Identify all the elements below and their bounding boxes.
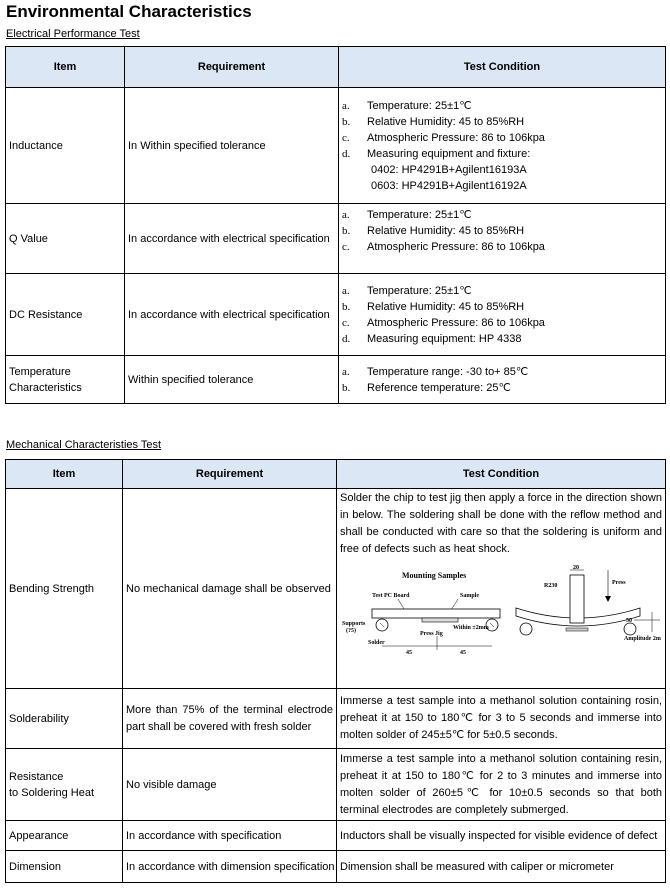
condition-cell xyxy=(339,274,666,356)
header-requirement: Requirement xyxy=(125,47,339,88)
list-item: a. Temperature: 25±1℃ xyxy=(342,208,472,221)
header-test-condition: Test Condition xyxy=(339,47,666,88)
requirement-cell: More than 75% of the terminal electrode part shall be covered with fresh solder xyxy=(123,689,337,749)
fixture-line: 0603: HP4291B+Agilent16192A xyxy=(371,179,527,192)
item-cell: Temperature Characteristics xyxy=(6,356,125,404)
diagram-label: 45 xyxy=(406,650,412,656)
condition-cell: Dimension shall be measured with caliper or micrometer xyxy=(337,851,666,883)
list-item: d. Measuring equipment and fixture: xyxy=(342,147,531,160)
diagram-title: Mounting Samples xyxy=(402,571,467,580)
list-item: c. Atmospheric Pressure: 86 to 106kpa xyxy=(342,240,545,253)
page-title: Environmental Characteristics xyxy=(6,2,252,21)
press-arrow-head xyxy=(605,596,611,602)
condition-cell: Immerse a test sample into a methanol solution containing rosin, preheat it at 150 to 180℃ for 3 to 5 seconds and immerse into molten solder of 245±5℃ for 5±0.5 seconds. xyxy=(337,689,666,749)
electrical-table xyxy=(5,46,666,404)
table-row xyxy=(6,851,666,883)
condition-cell: Immerse a test sample into a methanol solution containing resin, preheat it at 150 to 180℃ for 2 to 3 minutes and immerse into molten solder of 260±5℃ for 10±0.5 seconds so that both terminal electrodes are completely submerged. xyxy=(337,749,666,821)
list-item: c. Atmospheric Pressure: 86 to 106kpa xyxy=(342,316,545,329)
table-row xyxy=(6,356,666,404)
header-item: Item xyxy=(6,460,123,489)
list-item: a. Temperature range: -30 to+ 85℃ xyxy=(342,365,529,378)
list-item: c. Atmospheric Pressure: 86 to 106kpa xyxy=(342,131,545,144)
diagram-label: Supports xyxy=(342,621,366,627)
requirement-cell: No mechanical damage shall be observed xyxy=(123,489,337,689)
diagram-label: Solder xyxy=(368,640,385,646)
diagram-label: Sample xyxy=(460,593,480,599)
header-test-condition: Test Condition xyxy=(337,460,666,489)
condition-cell xyxy=(339,88,666,204)
table-row xyxy=(6,489,666,689)
requirement-cell: In accordance with electrical specification xyxy=(125,204,339,274)
condition-cell: Inductors shall be visually inspected for visible evidence of defect xyxy=(337,821,666,851)
table-row xyxy=(6,821,666,851)
table-row xyxy=(6,689,666,749)
condition-cell xyxy=(339,356,666,404)
bending-test-diagram xyxy=(340,562,662,662)
condition-cell xyxy=(339,204,666,274)
requirement-cell: In Within specified tolerance xyxy=(125,88,339,204)
diagram-label: Press xyxy=(612,580,626,586)
table-row xyxy=(6,749,666,821)
requirement-cell: No visible damage xyxy=(123,749,337,821)
requirement-cell: In accordance with electrical specification xyxy=(125,274,339,356)
list-item: b. Relative Humidity: 45 to 85%RH xyxy=(342,300,525,313)
item-cell: Dimension xyxy=(6,851,123,883)
diagram-label: 20 xyxy=(573,565,579,571)
list-item: a. Temperature: 25±1℃ xyxy=(342,284,472,297)
requirement-cell: In accordance with dimension specification xyxy=(123,851,337,883)
leader-line xyxy=(398,599,404,609)
support-shape xyxy=(520,623,532,635)
item-cell: Q Value xyxy=(6,204,125,274)
diagram-label: 50 xyxy=(626,618,632,624)
requirement-cell: In accordance with specification xyxy=(123,821,337,851)
support-shape xyxy=(624,623,636,635)
diagram-label: Amplitude 2m xyxy=(624,636,661,642)
item-cell: Appearance xyxy=(6,821,123,851)
table-row xyxy=(6,204,666,274)
press-jig-shape xyxy=(570,575,584,623)
condition-text: Solder the chip to test jig then apply a force in the direction shown in below. The soldering shall be done with the reflow method and shall be conducted with care so that the soldering is uniform and free of defects such as heat shock. xyxy=(340,492,662,555)
header-requirement: Requirement xyxy=(123,460,337,489)
table-row xyxy=(6,88,666,204)
header-item: Item xyxy=(6,47,125,88)
item-cell: Bending Strength xyxy=(6,489,123,689)
mechanical-section-heading: Mechanical Characteristies Test xyxy=(6,439,162,451)
table-header-row xyxy=(6,460,666,489)
table-header-row xyxy=(6,47,666,88)
table-row xyxy=(6,274,666,356)
diagram-label: Within ±2mm xyxy=(453,625,489,631)
diagram-label: 45 xyxy=(460,650,466,656)
electrical-section-heading: Electrical Performance Test xyxy=(6,28,140,40)
condition-cell xyxy=(337,489,666,689)
diagram-label: R230 xyxy=(544,583,558,589)
list-item: b. Reference temperature: 25℃ xyxy=(342,381,511,394)
diagram-label: Press Jig xyxy=(420,631,443,637)
diagram-label: (?5) xyxy=(346,628,356,634)
fixture-line: 0402: HP4291B+Agilent16193A xyxy=(371,163,527,176)
pc-board-shape xyxy=(372,609,500,618)
requirement-cell: Within specified tolerance xyxy=(125,356,339,404)
item-cell: Resistance to Soldering Heat xyxy=(6,749,123,821)
mechanical-table xyxy=(5,459,666,883)
diagram-label: Test PC Board xyxy=(372,593,410,599)
list-item: a. Temperature: 25±1℃ xyxy=(342,99,472,112)
item-cell: Inductance xyxy=(6,88,125,204)
sample-chip-shape xyxy=(566,628,588,631)
item-cell: DC Resistance xyxy=(6,274,125,356)
sample-chip-shape xyxy=(422,618,458,622)
item-cell: Solderability xyxy=(6,689,123,749)
list-item: b. Relative Humidity: 45 to 85%RH xyxy=(342,115,525,128)
list-item: b. Relative Humidity: 45 to 85%RH xyxy=(342,224,525,237)
list-item: d. Measuring equipment: HP 4338 xyxy=(342,332,522,345)
